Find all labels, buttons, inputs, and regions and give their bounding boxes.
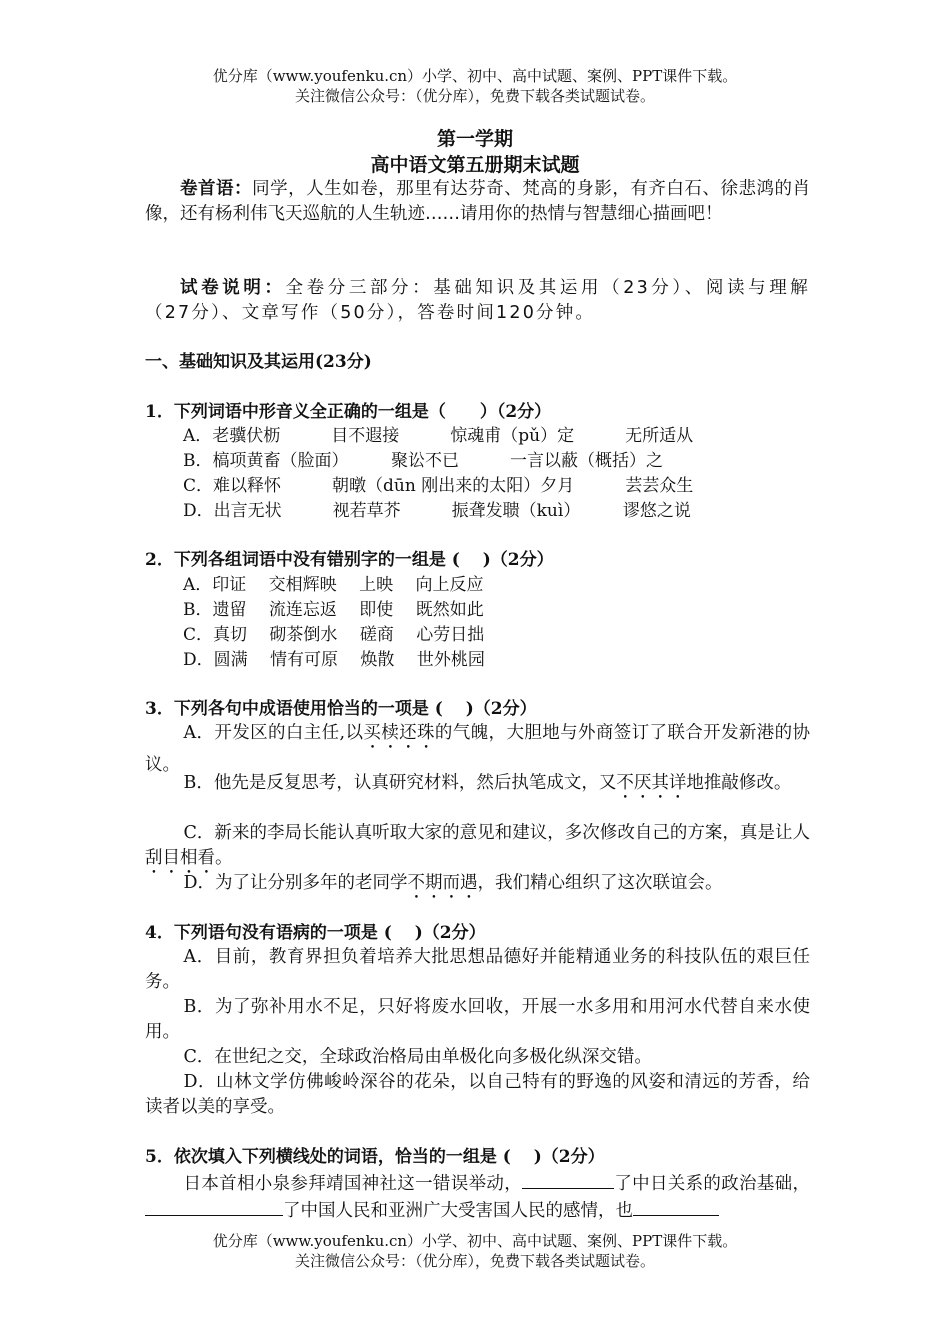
q5-blank-2[interactable]	[145, 1197, 283, 1216]
footer-line-1: 优分库（www.youfenku.cn）小学、初中、高中试题、案例、PPT课件下载。	[212, 1232, 738, 1250]
q4-option-a: A．目前，教育界担负着培养大批思想品德好并能精通业务的科技队伍的艰巨任务。	[145, 947, 810, 992]
instructions-paragraph	[145, 276, 810, 326]
q3-b-post: 地推敲修改。	[686, 773, 792, 793]
q3-option-c	[145, 821, 810, 878]
q5-text-3: 了中国人民和亚洲广大受害国人民的感情，也	[283, 1201, 633, 1221]
preface-label: 卷首语：	[180, 179, 253, 199]
q3-d-idiom: 不期而遇	[407, 873, 478, 893]
q5-blank-3[interactable]	[633, 1197, 719, 1216]
title-line-2: 高中语文第五册期末试题	[370, 154, 580, 176]
q2-option-b: B．遗留 流连忘返 即使 既然如此	[183, 600, 484, 620]
q3-option-a	[145, 721, 810, 778]
q4-option-c: C．在世纪之交，全球政治格局由单极化向多极化纵深交错。	[183, 1047, 652, 1067]
q4-stem: 4．下列语句没有语病的一项是 ( )（2分）	[145, 923, 486, 943]
q3-d-pre: D．为了让分别多年的老同学	[183, 873, 408, 893]
q5-text-2: 了中日关系的政治基础，	[614, 1174, 810, 1194]
q3-b-pre: B．他先是反复思考，认真研究材料，然后执笔成文，又	[183, 773, 617, 793]
q5-text-1: 日本首相小泉参拜靖国神社这一错误举动，	[183, 1174, 523, 1194]
q3-c-pre: C．新来的李局长能认真听取大家的意见和建议，多次修改自己的方案，真是让人	[183, 823, 810, 843]
q2-option-a: A．印证 交相辉映 上映 向上反应	[183, 575, 484, 595]
preface	[145, 177, 810, 227]
instructions-label: 试卷说明：	[180, 278, 286, 298]
section-1-heading: 一、基础知识及其运用(23分)	[145, 352, 372, 372]
q1-stem: 1．下列词语中形音义全正确的一组是（ ）（2分）	[145, 402, 552, 422]
q3-a-post: 的气魄，大胆地与外商签订了联合开发新港的协议。	[145, 723, 811, 775]
q1-option-a: A．老骥伏枥 目不遐接 惊魂甫（pǔ）定 无所适从	[183, 426, 694, 446]
q3-c-post: 。	[215, 848, 233, 868]
q3-c-idiom: 刮目相看	[145, 848, 215, 868]
header-line-2: 关注微信公众号：（优分库），免费下载各类试题试卷。	[294, 87, 655, 105]
q3-option-d	[145, 871, 810, 903]
instructions-text: 全卷分三部分：基础知识及其运用（23分）、阅读与理解（27分）、文章写作（50分），答卷时间120分钟。	[145, 278, 810, 323]
title-line-1: 第一学期	[436, 128, 513, 150]
q4-option-b: B．为了弥补用水不足，只好将废水回收，开展一水多用和用河水代替自来水使用。	[145, 997, 810, 1042]
q3-stem: 3．下列各句中成语使用恰当的一项是 ( )（2分）	[145, 699, 537, 719]
q3-a-pre: A．开发区的白主任,以	[183, 723, 364, 743]
q2-option-c: C．真切 砌茶倒水 磋商 心劳日拙	[183, 625, 485, 645]
q1-option-b: B．槁项黄畜（脸面） 聚讼不已 一言以蔽（概括）之	[183, 451, 663, 471]
q1-option-c: C．难以释怀 朝暾（dūn 刚出来的太阳）夕月 芸芸众生	[183, 476, 694, 496]
instructions	[145, 276, 810, 326]
header-line-1: 优分库（www.youfenku.cn）小学、初中、高中试题、案例、PPT课件下载。	[212, 67, 738, 85]
q2-stem: 2．下列各组词语中没有错别字的一组是 ( )（2分）	[145, 550, 554, 570]
q3-d-post: ，我们精心组织了这次联谊会。	[477, 873, 723, 893]
q1-option-d: D．出言无状 视若草芥 振聋发聩（kuì） 谬悠之说	[183, 501, 691, 521]
q5-stem: 5．依次填入下列横线处的词语，恰当的一组是 ( )（2分）	[145, 1147, 605, 1167]
q3-b-idiom: 不厌其详	[616, 773, 687, 793]
q4-option-d: D．山林文学仿佛峻岭深谷的花朵，以自己特有的野逸的风姿和清远的芳香，给读者以美的享受。	[145, 1072, 810, 1117]
q2-option-d: D．圆满 情有可原 焕散 世外桃园	[183, 650, 485, 670]
q5-passage	[145, 1170, 810, 1224]
q3-a-idiom: 买椟还珠	[363, 723, 435, 743]
preface-paragraph	[145, 177, 810, 227]
footer-line-2: 关注微信公众号：（优分库），免费下载各类试题试卷。	[294, 1252, 655, 1270]
preface-text: 同学，人生如卷，那里有达芬奇、梵高的身影，有齐白石、徐悲鸿的肖像，还有杨利伟飞天巡航的人生轨迹……请用你的热情与智慧细心描画吧！	[145, 179, 811, 224]
q3-option-b	[145, 771, 810, 803]
q5-blank-1[interactable]	[522, 1170, 614, 1189]
